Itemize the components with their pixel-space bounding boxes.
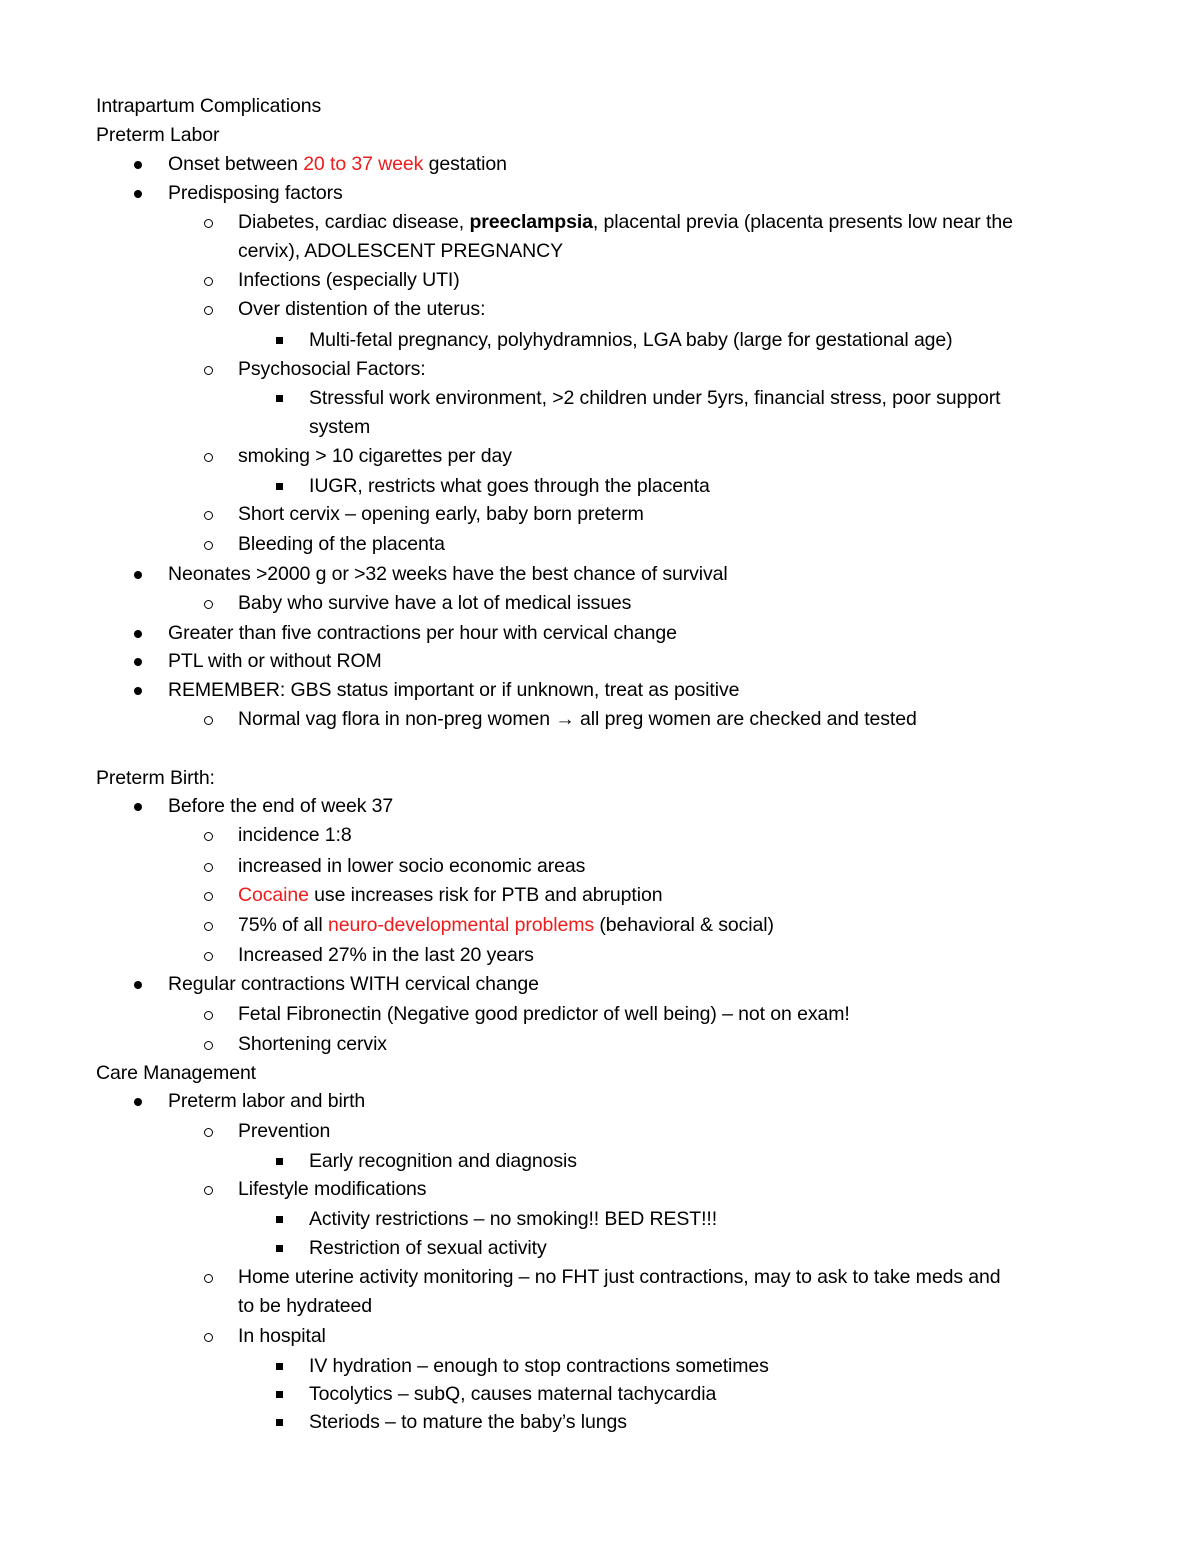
list-item-infections: Infections (especially UTI)	[238, 269, 460, 291]
bullet-square-icon	[276, 1216, 283, 1223]
bullet-square-icon	[276, 395, 283, 402]
bullet-disc-icon	[134, 630, 142, 638]
list-item-cocaine: Cocaine use increases risk for PTB and abruption	[238, 884, 663, 906]
list-item-neuro: 75% of all neuro-developmental problems (behavioral & social)	[238, 914, 774, 936]
list-item-onset: Onset between 20 to 37 week gestation	[168, 153, 507, 175]
bullet-circle-icon	[204, 541, 213, 550]
bullet-disc-icon	[134, 571, 142, 579]
highlight-cocaine: Cocaine	[238, 884, 309, 906]
bullet-circle-icon	[204, 716, 213, 725]
bullet-square-icon	[276, 1391, 283, 1398]
list-item-overdistention: Over distention of the uterus:	[238, 298, 486, 320]
bullet-circle-icon	[204, 892, 213, 901]
bullet-circle-icon	[204, 952, 213, 961]
list-item-shortening: Shortening cervix	[238, 1033, 387, 1055]
bullet-disc-icon	[134, 981, 142, 989]
list-item-normal-vag: Normal vag flora in non-preg women → all preg women are checked and tested	[238, 708, 917, 730]
list-item-activity: Activity restrictions – no smoking!! BED REST!!!	[309, 1208, 718, 1230]
highlight-neuro-developmental: neuro-developmental problems	[327, 914, 594, 936]
bullet-disc-icon	[134, 1098, 142, 1106]
highlight-gestation-range: 20 to 37 week	[303, 153, 424, 175]
bold-preeclampsia: preeclampsia	[469, 211, 593, 233]
list-item-iv-hydration: IV hydration – enough to stop contractions sometimes	[309, 1355, 769, 1377]
section-heading-preterm-labor: Preterm Labor	[96, 124, 220, 146]
bullet-circle-icon	[204, 453, 213, 462]
list-item-baby-survive: Baby who survive have a lot of medical issues	[238, 592, 632, 614]
bullet-circle-icon	[204, 863, 213, 872]
bullet-square-icon	[276, 1245, 283, 1252]
bullet-square-icon	[276, 1158, 283, 1165]
bullet-circle-icon	[204, 277, 213, 286]
bullet-square-icon	[276, 483, 283, 490]
list-item-prevention: Prevention	[238, 1120, 331, 1142]
bullet-circle-icon	[204, 1128, 213, 1137]
bullet-circle-icon	[204, 1011, 213, 1020]
document-title: Intrapartum Complications	[96, 95, 322, 117]
bullet-circle-icon	[204, 1041, 213, 1050]
bullet-disc-icon	[134, 687, 142, 695]
list-item-labor-birth: Preterm labor and birth	[168, 1090, 366, 1112]
list-item-remember: REMEMBER: GBS status important or if unknown, treat as positive	[168, 679, 740, 701]
list-item-sexual: Restriction of sexual activity	[309, 1237, 547, 1259]
bullet-circle-icon	[204, 1333, 213, 1342]
list-item-early-recognition: Early recognition and diagnosis	[309, 1150, 577, 1172]
bullet-circle-icon	[204, 832, 213, 841]
list-item-short-cervix: Short cervix – opening early, baby born preterm	[238, 503, 644, 525]
bullet-square-icon	[276, 1419, 283, 1426]
list-item-predisposing: Predisposing factors	[168, 182, 343, 204]
list-item-in-hospital: In hospital	[238, 1325, 326, 1347]
bullet-circle-icon	[204, 1186, 213, 1195]
list-item-neonates: Neonates >2000 g or >32 weeks have the best chance of survival	[168, 563, 728, 585]
bullet-disc-icon	[134, 161, 142, 169]
list-item-psychosocial: Psychosocial Factors:	[238, 358, 426, 380]
list-item-fibronectin: Fetal Fibronectin (Negative good predictor of well being) – not on exam!	[238, 1003, 850, 1025]
section-heading-care-management: Care Management	[96, 1062, 257, 1084]
bullet-circle-icon	[204, 306, 213, 315]
bullet-square-icon	[276, 1363, 283, 1370]
bullet-circle-icon	[204, 511, 213, 520]
list-item-contractions: Greater than five contractions per hour with cervical change	[168, 622, 677, 644]
list-item-stressful-cont: system	[309, 416, 371, 438]
list-item-home-monitoring: Home uterine activity monitoring – no FHT just contractions, may to ask to take meds and	[238, 1266, 1001, 1288]
bullet-disc-icon	[134, 803, 142, 811]
bullet-disc-icon	[134, 190, 142, 198]
list-item-ptl: PTL with or without ROM	[168, 650, 382, 672]
list-item-increased-lower: increased in lower socio economic areas	[238, 855, 586, 877]
list-item-stressful: Stressful work environment, >2 children under 5yrs, financial stress, poor support	[309, 387, 1001, 409]
list-item-home-monitoring-cont: to be hydrateed	[238, 1295, 373, 1317]
list-item-lifestyle: Lifestyle modifications	[238, 1178, 427, 1200]
list-item-iugr: IUGR, restricts what goes through the placenta	[309, 475, 710, 497]
bullet-circle-icon	[204, 922, 213, 931]
bullet-circle-icon	[204, 366, 213, 375]
section-heading-preterm-birth: Preterm Birth:	[96, 767, 215, 789]
list-item-tocolytics: Tocolytics – subQ, causes maternal tachycardia	[309, 1383, 717, 1405]
list-item-diabetes: Diabetes, cardiac disease, preeclampsia, placental previa (placenta presents low near the	[238, 211, 1013, 233]
list-item-steroids: Steriods – to mature the baby’s lungs	[309, 1411, 627, 1433]
list-item-bleeding: Bleeding of the placenta	[238, 533, 445, 555]
bullet-square-icon	[276, 337, 283, 344]
bullet-circle-icon	[204, 600, 213, 609]
bullet-disc-icon	[134, 658, 142, 666]
list-item-incidence: incidence 1:8	[238, 824, 352, 846]
list-item-multifetal: Multi-fetal pregnancy, polyhydramnios, LGA baby (large for gestational age)	[309, 329, 953, 351]
bullet-circle-icon	[204, 1274, 213, 1283]
list-item-diabetes-cont: cervix), ADOLESCENT PREGNANCY	[238, 240, 564, 262]
bullet-circle-icon	[204, 219, 213, 228]
list-item-increased-27: Increased 27% in the last 20 years	[238, 944, 534, 966]
list-item-before-end: Before the end of week 37	[168, 795, 394, 817]
list-item-smoking: smoking > 10 cigarettes per day	[238, 445, 512, 467]
arrow-right-icon: →	[555, 708, 575, 730]
list-item-regular: Regular contractions WITH cervical change	[168, 973, 539, 995]
